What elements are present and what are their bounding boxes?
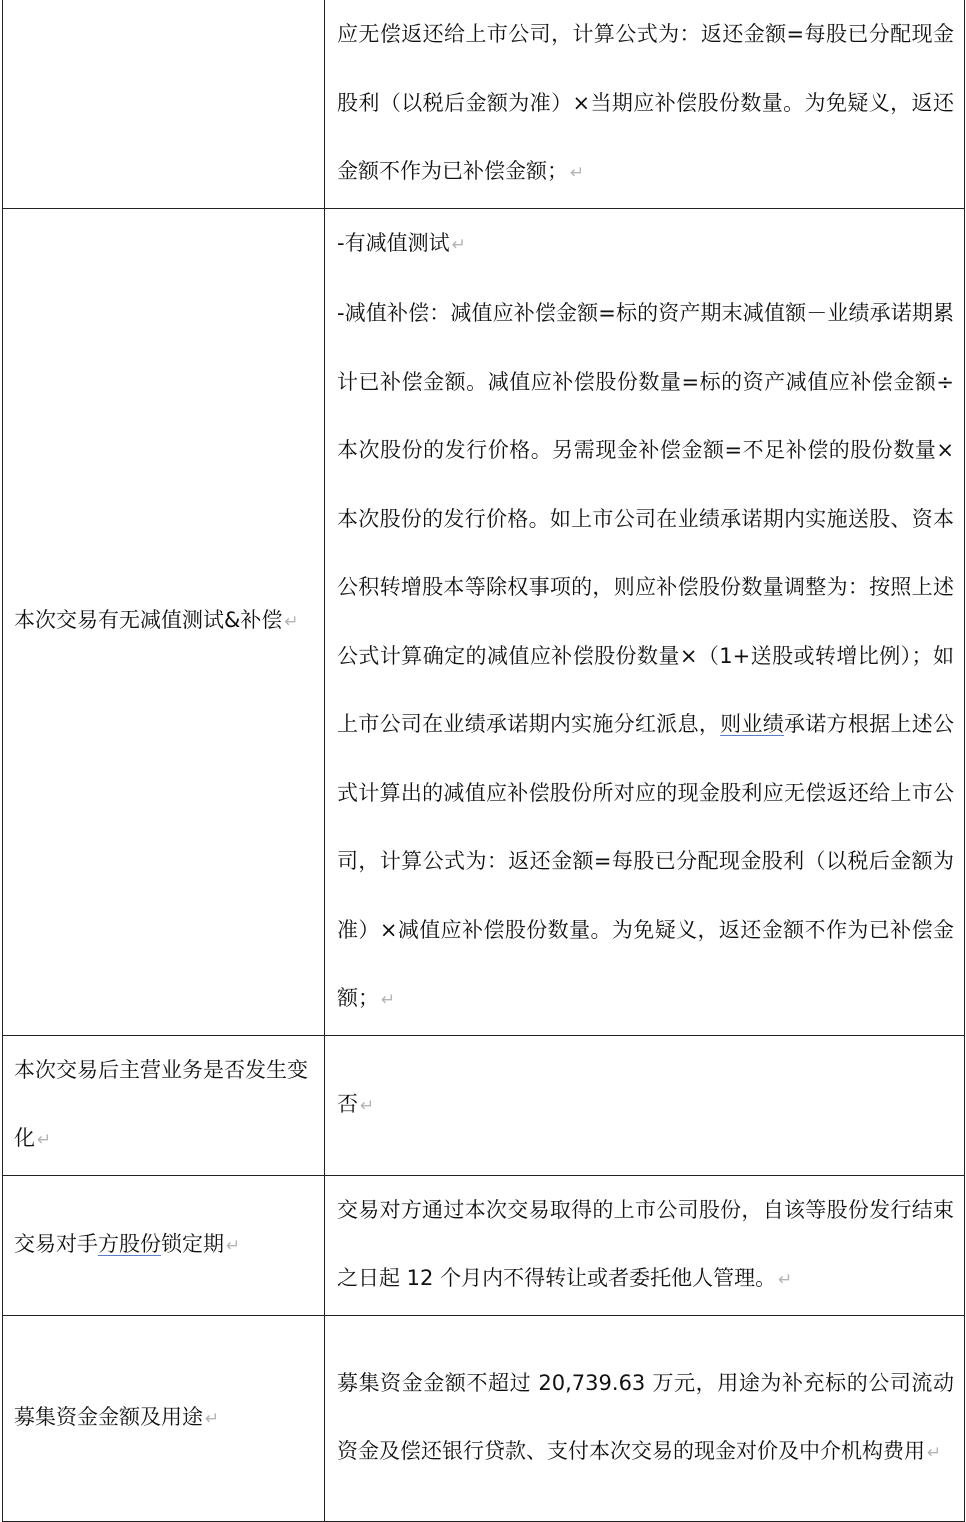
table-cell-content xyxy=(325,0,965,208)
paragraph-mark-icon: ↵ xyxy=(37,1130,52,1150)
content-paragraph xyxy=(337,209,954,280)
table-row xyxy=(3,1175,965,1315)
table-cell-label xyxy=(3,0,325,208)
paragraph-mark-icon: ↵ xyxy=(451,234,466,255)
row-label: 本次交易有无减值测试&补偿 xyxy=(14,608,283,633)
row-label: 本次交易后主营业务是否发生变化 xyxy=(14,1057,308,1150)
table-row xyxy=(3,1035,965,1175)
table-cell-label xyxy=(3,1035,325,1175)
paragraph-mark-icon: ↵ xyxy=(205,1408,220,1429)
row-content: 募集资金金额不超过 20,739.63 万元，用途为补充标的公司流动资金及偿还银行贷款、支付本次交易的现金对价及中介机构费用 xyxy=(337,1370,954,1463)
row-content: 应无偿返还给上市公司，计算公式为：返还金额=每股已分配现金股利（以税后金额为准）×当期应补偿股份数量。为免疑义，返还金额不作为已补偿金额； xyxy=(337,22,954,183)
paragraph-mark-icon: ↵ xyxy=(778,1270,793,1290)
row-label-rest: 锁定期 xyxy=(161,1231,224,1256)
row-content: 交易对方通过本次交易取得的上市公司股份，自该等股份发行结束之日起 12 个月内不得转让或者委托他人管理。 xyxy=(337,1197,954,1290)
row-label: 募集资金金额及用途 xyxy=(14,1404,203,1429)
impairment-test-line: -有减值测试 xyxy=(337,230,450,255)
paragraph-mark-icon: ↵ xyxy=(927,1443,942,1463)
table-cell-content xyxy=(325,1315,965,1521)
table-row xyxy=(3,208,965,1035)
paragraph-mark-icon: ↵ xyxy=(360,1095,375,1116)
impairment-compensation-text: -减值补偿：减值应补偿金额=标的资产期末减值额－业绩承诺期累计已补偿金额。减值应补偿股份数量=标的资产减值应补偿金额÷本次股份的发行价格。另需现金补偿金额=不足补偿的股份数量×本次股份的发行价格。如上市公司在业绩承诺期内实施送股、资本公积转增股本等除权事项的，则应补偿股份数量调整为：按照上述公式计算确定的减值应补偿股份数量×（1+送股或转增比例）；如上市公司在业绩承诺期内实施分红派息， xyxy=(337,301,954,736)
table-cell-label xyxy=(3,1175,325,1315)
impairment-compensation-text-rest: 承诺方根据上述公式计算出的减值应补偿股份所对应的现金股利应无偿返还给上市公司，计算公式为：返还金额=每股已分配现金股利（以税后金额为准）×减值应补偿股份数量。为免疑义，返还金额不作为已补偿金额； xyxy=(337,712,955,1010)
table-cell-label xyxy=(3,1315,325,1521)
underlined-text: 方股份 xyxy=(98,1231,161,1256)
paragraph-mark-icon: ↵ xyxy=(226,1235,241,1256)
table-cell-content xyxy=(325,1175,965,1315)
table-cell-label xyxy=(3,208,325,1035)
content-paragraph xyxy=(337,279,954,1035)
paragraph-mark-icon: ↵ xyxy=(284,612,299,633)
table-cell-content xyxy=(325,1035,965,1175)
row-label: 交易对手 xyxy=(14,1231,98,1256)
table-row xyxy=(3,1315,965,1521)
row-content: 否 xyxy=(337,1091,358,1116)
table-row xyxy=(3,0,965,208)
info-table xyxy=(2,0,965,1522)
paragraph-mark-icon: ↵ xyxy=(570,163,585,183)
underlined-text: 则业绩 xyxy=(720,712,785,736)
paragraph-mark-icon: ↵ xyxy=(381,990,396,1010)
table-cell-content xyxy=(325,208,965,1035)
